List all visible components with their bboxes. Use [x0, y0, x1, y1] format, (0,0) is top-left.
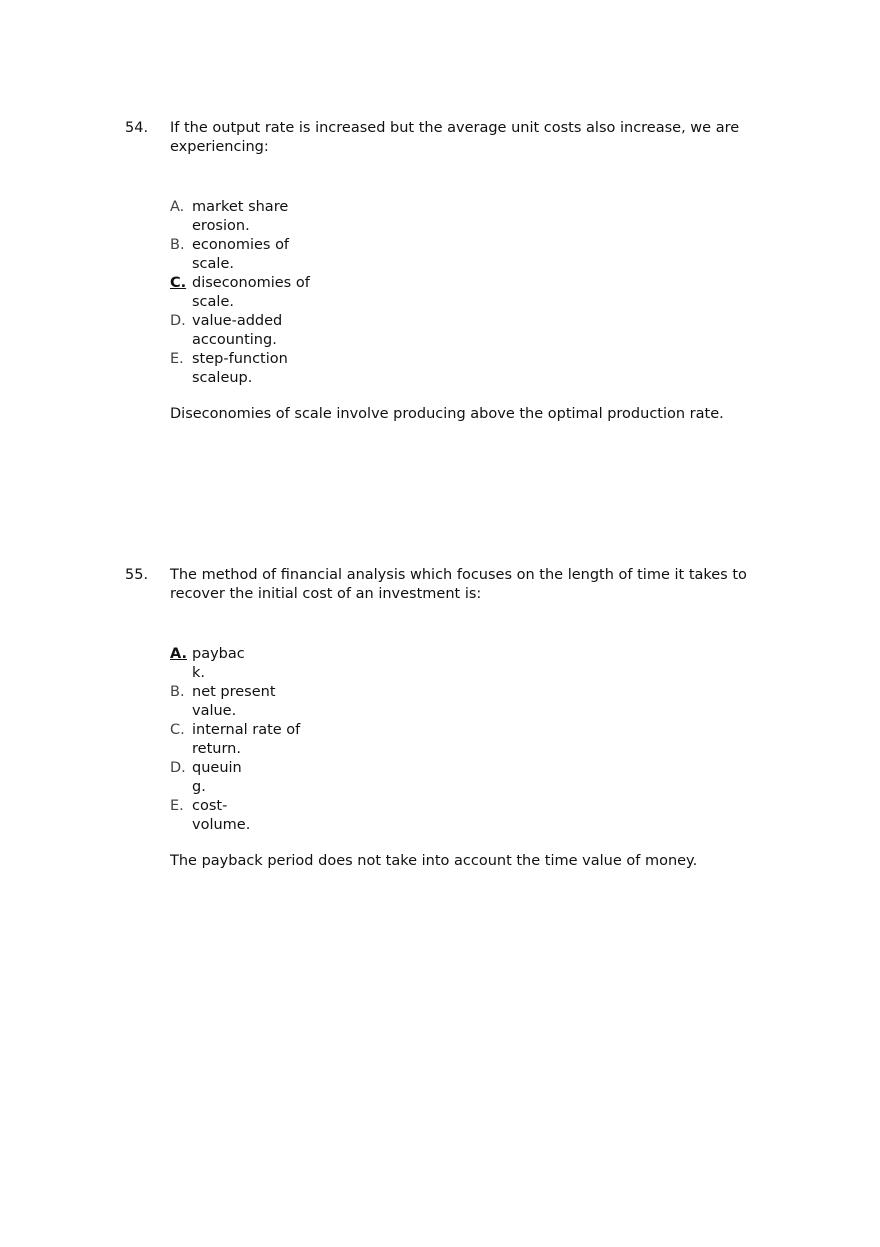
choice-letter: D.	[170, 313, 186, 329]
choice-text-line: return.	[192, 741, 241, 757]
choice-a	[170, 645, 370, 683]
choice-c	[170, 274, 370, 312]
choice-text	[192, 721, 370, 759]
choice-list	[170, 645, 370, 835]
choice-text-line: scale.	[192, 256, 234, 272]
correct-choice-letter: A.	[170, 646, 187, 662]
choice-text-line: cost-	[192, 798, 228, 814]
choice-text-line: value.	[192, 703, 237, 719]
choice-text-line: scaleup.	[192, 370, 253, 386]
choice-d	[170, 312, 370, 350]
question-number: 55.	[125, 567, 149, 583]
choice-letter: B.	[170, 684, 185, 700]
choice-text-line: volume.	[192, 817, 251, 833]
choice-text	[192, 683, 370, 721]
choice-a	[170, 198, 370, 236]
choice-text-line: g.	[192, 779, 206, 795]
choice-text-line: k.	[192, 665, 206, 681]
choice-letter: C.	[170, 722, 185, 738]
choice-text-line: paybac	[192, 646, 245, 662]
choice-letter: A.	[170, 199, 185, 215]
choice-text-line: accounting.	[192, 332, 277, 348]
choice-text-line: value-added	[192, 313, 283, 329]
question-stem: If the output rate is increased but the average unit costs also increase, we are experiencing:	[170, 120, 740, 155]
choice-letter: D.	[170, 760, 186, 776]
choice-d	[170, 759, 370, 797]
choice-text	[192, 198, 370, 236]
choice-text	[192, 645, 370, 683]
choice-text-line: diseconomies of	[192, 275, 310, 291]
choice-text	[192, 759, 370, 797]
choice-text-line: step-function	[192, 351, 288, 367]
choice-letter: E.	[170, 351, 184, 367]
choice-b	[170, 683, 370, 721]
choice-letter: B.	[170, 237, 185, 253]
choice-text-line: scale.	[192, 294, 234, 310]
choice-b	[170, 236, 370, 274]
choice-text-line: erosion.	[192, 218, 250, 234]
choice-text	[192, 236, 370, 274]
question-stem: The method of financial analysis which focuses on the length of time it takes to recover the initial cost of an investment is:	[170, 567, 747, 602]
choice-list	[170, 198, 370, 388]
choice-letter: E.	[170, 798, 184, 814]
choice-e	[170, 350, 370, 388]
choice-c	[170, 721, 370, 759]
choice-text-line: net present	[192, 684, 276, 700]
choice-text	[192, 797, 370, 835]
choice-text-line: internal rate of	[192, 722, 301, 738]
choice-text-line: market share	[192, 199, 289, 215]
choice-text	[192, 350, 370, 388]
choice-text	[192, 274, 370, 312]
explanation: Diseconomies of scale involve producing above the optimal production rate.	[170, 406, 724, 422]
choice-text	[192, 312, 370, 350]
choice-text-line: queuin	[192, 760, 242, 776]
correct-choice-letter: C.	[170, 275, 187, 291]
explanation: The payback period does not take into account the time value of money.	[170, 853, 698, 869]
choice-e	[170, 797, 370, 835]
question-number: 54.	[125, 120, 149, 136]
choice-text-line: economies of	[192, 237, 290, 253]
